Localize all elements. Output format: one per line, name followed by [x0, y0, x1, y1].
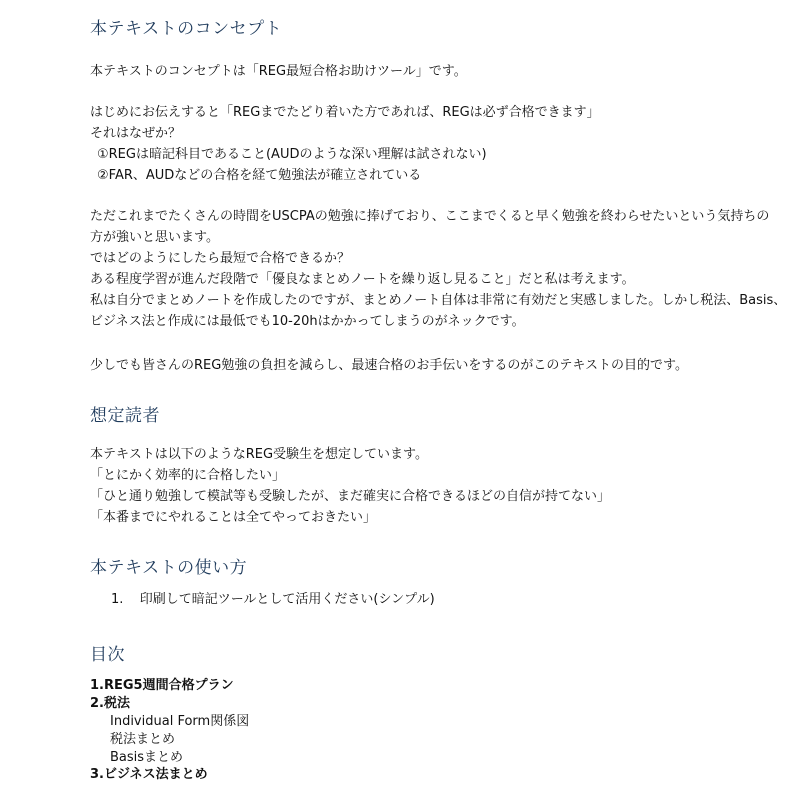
paragraph-line: 「とにかく効率的に合格したい」: [90, 468, 286, 483]
toc-entry: 3.ビジネス法まとめ: [90, 767, 208, 782]
paragraph-line: 方が強いと思います。: [90, 230, 219, 245]
paragraph-line: はじめにお伝えすると「REGまでたどり着いた方であれば、REGは必ず合格できます」: [90, 105, 600, 120]
paragraph-line: ビジネス法と作成には最低でも10-20hはかかってしまうのがネックです。: [90, 314, 525, 329]
toc-subentry: Individual Form関係図: [110, 714, 250, 729]
paragraph-line: 本テキストは以下のようなREG受験生を想定しています。: [90, 447, 429, 462]
heading-concept: 本テキストのコンセプト: [90, 19, 283, 39]
paragraph-line: 「ひと通り勉強して模試等も受験したが、まだ確実に合格できるほどの自信が持てない」: [90, 489, 611, 504]
heading-toc: 目次: [90, 645, 125, 665]
paragraph-line: 私は自分でまとめノートを作成したのですが、まとめノート自体は非常に有効だと実感しました。しかし税法、Basis、: [90, 293, 787, 308]
list-item-text: 印刷して暗記ツールとして活用ください(シンプル): [139, 592, 435, 607]
paragraph-line: 少しでも皆さんのREG勉強の負担を減らし、最速合格のお手伝いをするのがこのテキストの目的です。: [90, 358, 689, 373]
heading-readers: 想定読者: [90, 406, 160, 426]
paragraph-line: それはなぜか？: [90, 126, 182, 141]
paragraph-line: ①REGは暗記科目であること(AUDのような深い理解は試されない): [97, 147, 487, 162]
toc-entry: 1.REG5週間合格プラン: [90, 678, 234, 693]
list-item-number: 1.: [111, 592, 124, 607]
paragraph-line: 「本番までにやれることは全てやっておきたい」: [90, 510, 377, 525]
toc-entry: 2.税法: [90, 696, 130, 711]
paragraph-line: ②FAR、AUDなどの合格を経て勉強法が確立されている: [97, 168, 422, 183]
paragraph-line: ではどのようにしたら最短で合格できるか？: [90, 251, 351, 266]
paragraph-line: ただこれまでたくさんの時間をUSCPAの勉強に捧げており、ここまでくると早く勉強を終わらせたいという気持ちの: [90, 209, 770, 224]
paragraph-line: ある程度学習が進んだ段階で「優良なまとめノートを繰り返し見ること」だと私は考えます。: [90, 272, 635, 287]
paragraph-line: 本テキストのコンセプトは「REG最短合格お助けツール」です。: [90, 64, 467, 79]
heading-usage: 本テキストの使い方: [90, 558, 248, 578]
list-item: [111, 590, 435, 610]
toc-subentry: 税法まとめ: [110, 732, 176, 747]
toc-subentry: Basisまとめ: [110, 750, 184, 765]
